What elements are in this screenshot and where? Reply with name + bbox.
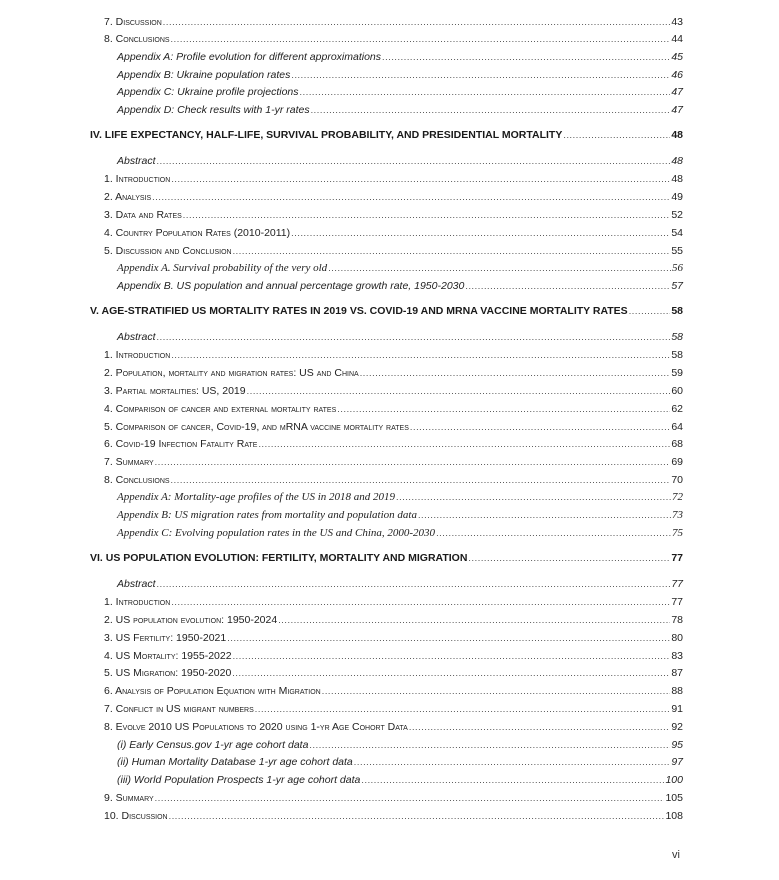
toc-entry-title: 5. Comparison of cancer, Covid-19, and mRNA vaccine mortality rates — [104, 421, 409, 433]
dot-leader — [233, 648, 671, 664]
toc-entry-link[interactable] — [117, 576, 683, 592]
toc-entry-row — [0, 207, 779, 223]
dot-leader — [563, 127, 670, 143]
toc-page-number: 77 — [671, 578, 683, 590]
dot-leader — [155, 790, 665, 806]
toc-entry-link[interactable] — [104, 472, 683, 488]
toc-chapter-row — [0, 303, 779, 319]
toc-entry-link[interactable] — [104, 401, 683, 417]
toc-entry-row — [0, 243, 779, 259]
toc-entry-link[interactable] — [117, 84, 683, 100]
toc-entry-title: 3. Partial mortalities: US, 2019 — [104, 385, 246, 397]
toc-entry-link[interactable] — [104, 383, 683, 399]
dot-leader — [361, 772, 664, 788]
toc-entry-row — [0, 630, 779, 646]
toc-entry-title: Appendix B. US population and annual percentage growth rate, 1950-2030 — [117, 280, 465, 292]
toc-entry-link[interactable] — [104, 719, 683, 735]
toc-entry-link[interactable] — [104, 243, 683, 259]
dot-leader — [322, 683, 671, 699]
toc-entry-title: (i) Early Census.gov 1-yr age cohort data — [117, 739, 309, 751]
toc-entry-link[interactable] — [104, 347, 683, 363]
toc-chapter-row — [0, 550, 779, 566]
toc-entry-link[interactable] — [117, 489, 683, 505]
toc-entry-title: 4. US Mortality: 1955-2022 — [104, 650, 232, 662]
toc-entry-row — [0, 594, 779, 610]
toc-entry-row — [0, 31, 779, 47]
toc-entry-title: Abstract — [117, 155, 156, 167]
toc-entry-title: 1. Introduction — [104, 349, 171, 361]
toc-page-number: 60 — [671, 385, 683, 397]
toc-chapter-row — [0, 127, 779, 143]
toc-entry-title: 8. Conclusions — [104, 474, 170, 486]
toc-entry-title: Appendix B: Ukraine population rates — [117, 69, 291, 81]
toc-entry-link[interactable] — [104, 683, 683, 699]
toc-page-number: 78 — [671, 614, 683, 626]
toc-entry-title: Abstract — [117, 331, 156, 343]
toc-entry-link[interactable] — [104, 207, 683, 223]
toc-entry-link[interactable] — [117, 260, 683, 276]
toc-entry-title: Appendix B: US migration rates from mortality and population data — [117, 509, 417, 521]
toc-entry-title: Appendix C: Evolving population rates in the US and China, 2000-2030 — [117, 527, 436, 539]
toc-entry-title: 2. Analysis — [104, 191, 152, 203]
dot-leader — [169, 808, 665, 824]
toc-entry-row — [0, 67, 779, 83]
dot-leader — [291, 67, 670, 83]
toc-page-number: 88 — [671, 685, 683, 697]
toc-entry-title: (ii) Human Mortality Database 1-yr age cohort data — [117, 756, 353, 768]
toc-entry-row — [0, 683, 779, 699]
toc-entry-link[interactable] — [117, 772, 683, 788]
toc-entry-row — [0, 772, 779, 788]
dot-leader — [354, 754, 671, 770]
toc-entry-title: 6. Covid-19 Infection Fatality Rate — [104, 438, 258, 450]
toc-entry-link[interactable] — [117, 102, 683, 118]
toc-entry-link[interactable] — [104, 365, 683, 381]
dot-leader — [183, 207, 671, 223]
toc-entry-row — [0, 454, 779, 470]
dot-leader — [163, 14, 671, 30]
toc-entry-title: Appendix A: Mortality-age profiles of the US in 2018 and 2019 — [117, 491, 396, 503]
toc-entry-row — [0, 436, 779, 452]
toc-page-number: 48 — [671, 173, 683, 185]
toc-page-number: 92 — [671, 721, 683, 733]
toc-entry-title: 2. US population evolution: 1950-2024 — [104, 614, 278, 626]
toc-entry-title: 7. Summary — [104, 456, 154, 468]
toc-page-number: 75 — [672, 527, 683, 539]
toc-entry-title: 5. Discussion and Conclusion — [104, 245, 232, 257]
dot-leader — [468, 550, 670, 566]
toc-entry-row — [0, 347, 779, 363]
dot-leader — [382, 49, 670, 65]
toc-entry-link[interactable] — [104, 630, 683, 646]
toc-page-number: 69 — [671, 456, 683, 468]
toc-page-number: 46 — [671, 69, 683, 81]
dot-leader — [171, 171, 670, 187]
toc-entry-row — [0, 648, 779, 664]
dot-leader — [291, 225, 670, 241]
toc-page-number: 70 — [671, 474, 683, 486]
dot-leader — [311, 102, 671, 118]
toc-entry-row — [0, 472, 779, 488]
toc-entry-title: Appendix A. Survival probability of the very old — [117, 262, 328, 274]
toc-entry-link[interactable] — [104, 14, 683, 30]
toc-entry-title: 4. Comparison of cancer and external mortality rates — [104, 403, 337, 415]
toc-page-number: 77 — [671, 596, 683, 608]
toc-page-number: 95 — [671, 739, 683, 751]
toc-page-number: 59 — [671, 367, 683, 379]
toc-entry-row — [0, 754, 779, 770]
toc-page-number: 100 — [665, 774, 683, 786]
dot-leader — [436, 525, 671, 541]
dot-leader — [171, 347, 670, 363]
toc-page-number: 57 — [671, 280, 683, 292]
toc-entry-title: 8. Evolve 2010 US Populations to 2020 using 1-yr Age Cohort Data — [104, 721, 408, 733]
dot-leader — [629, 303, 671, 319]
toc-entry-title: 3. Data and Rates — [104, 209, 182, 221]
toc-entry-row — [0, 171, 779, 187]
toc-entry-title: 10. Discussion — [104, 810, 168, 822]
dot-leader — [418, 507, 671, 523]
toc-entry-row — [0, 102, 779, 118]
toc-entry-row — [0, 401, 779, 417]
dot-leader — [157, 153, 671, 169]
toc-entry-row — [0, 489, 779, 505]
dot-leader — [300, 84, 671, 100]
toc-entry-link[interactable] — [117, 329, 683, 345]
toc-entry-title: 1. Introduction — [104, 596, 171, 608]
toc-page-number: 58 — [671, 349, 683, 361]
toc-entry-row — [0, 278, 779, 294]
dot-leader — [258, 436, 670, 452]
dot-leader — [278, 612, 670, 628]
dot-leader — [410, 419, 670, 435]
toc-entry-link[interactable] — [117, 278, 683, 294]
toc-entry-row — [0, 790, 779, 806]
toc-page-number: 45 — [671, 51, 683, 63]
toc-page-number: 54 — [671, 227, 683, 239]
toc-page-number: 62 — [671, 403, 683, 415]
dot-leader — [152, 189, 670, 205]
toc-entry-row — [0, 525, 779, 541]
toc-entry-row — [0, 576, 779, 592]
toc-entry-title: 2. Population, mortality and migration rates: US and China — [104, 367, 359, 379]
toc-page-number: 97 — [671, 756, 683, 768]
dot-leader — [171, 472, 671, 488]
toc-page-number: 91 — [671, 703, 683, 715]
toc-entry-row — [0, 189, 779, 205]
toc-page-number: 83 — [671, 650, 683, 662]
toc-entry-row — [0, 49, 779, 65]
dot-leader — [171, 31, 671, 47]
toc-page-number: 64 — [671, 421, 683, 433]
toc-entry-link[interactable] — [104, 436, 683, 452]
toc-entry-row — [0, 419, 779, 435]
toc-entry-row — [0, 383, 779, 399]
toc-page-number: 77 — [671, 552, 683, 564]
toc-entry-title: 6. Analysis of Population Equation with Migration — [104, 685, 321, 697]
toc-entry-link[interactable] — [104, 665, 683, 681]
toc-entry-link[interactable] — [117, 754, 683, 770]
toc-page-number: 105 — [665, 792, 683, 804]
toc-entry-title: 5. US Migration: 1950-2020 — [104, 667, 232, 679]
toc-entry-row — [0, 14, 779, 30]
toc-page-number: 56 — [672, 262, 683, 274]
dot-leader — [171, 594, 670, 610]
toc-entry-title: 3. US Fertility: 1950-2021 — [104, 632, 227, 644]
dot-leader — [157, 329, 671, 345]
toc-entry-link[interactable] — [104, 594, 683, 610]
toc-entry-title: 9. Summary — [104, 792, 154, 804]
toc-entry-link[interactable] — [117, 737, 683, 753]
dot-leader — [309, 737, 670, 753]
dot-leader — [465, 278, 670, 294]
page-number: vi — [672, 849, 680, 861]
toc-page-number: 44 — [671, 33, 683, 45]
toc-entry-link[interactable] — [117, 153, 683, 169]
dot-leader — [233, 243, 671, 259]
toc-entry-title: Appendix C: Ukraine profile projections — [117, 86, 299, 98]
toc-entry-title: 4. Country Population Rates (2010-2011) — [104, 227, 291, 239]
dot-leader — [328, 260, 671, 276]
toc-entry-row — [0, 153, 779, 169]
toc-entry-row — [0, 365, 779, 381]
toc-page-number: 68 — [671, 438, 683, 450]
toc-entry-title: Appendix A: Profile evolution for different approximations — [117, 51, 382, 63]
toc-page-number: 55 — [671, 245, 683, 257]
toc-entry-row — [0, 260, 779, 276]
toc-page-number: 49 — [671, 191, 683, 203]
toc-page-number: 108 — [665, 810, 683, 822]
toc-entry-link[interactable] — [104, 612, 683, 628]
dot-leader — [232, 665, 670, 681]
toc-entry-link[interactable] — [90, 127, 683, 143]
toc-entry-row — [0, 612, 779, 628]
toc-page-number: 48 — [671, 155, 683, 167]
toc-entry-title: 8. Conclusions — [104, 33, 170, 45]
toc-page-number: 73 — [672, 509, 683, 521]
dot-leader — [157, 576, 671, 592]
toc-page-number: 87 — [671, 667, 683, 679]
toc-entry-link[interactable] — [104, 808, 683, 824]
toc-entry-title: 7. Discussion — [104, 16, 162, 28]
toc-entry-row — [0, 225, 779, 241]
toc-entry-row — [0, 329, 779, 345]
toc-entry-link[interactable] — [117, 67, 683, 83]
dot-leader — [396, 489, 671, 505]
toc-entry-link[interactable] — [117, 507, 683, 523]
dot-leader — [227, 630, 670, 646]
toc-page-number: 80 — [671, 632, 683, 644]
toc-page-number: 58 — [671, 305, 683, 317]
dot-leader — [360, 365, 671, 381]
toc-page-number: 43 — [671, 16, 683, 28]
toc-entry-link[interactable] — [104, 454, 683, 470]
toc-entry-title: 7. Conflict in US migrant numbers — [104, 703, 254, 715]
toc-entry-row — [0, 665, 779, 681]
toc-entry-title: Abstract — [117, 578, 156, 590]
toc-entry-link[interactable] — [117, 49, 683, 65]
toc-page-number: 52 — [671, 209, 683, 221]
toc-entry-title: V. AGE-STRATIFIED US MORTALITY RATES IN 2019 VS. COVID-19 AND MRNA VACCINE MORTALITY RATES — [90, 305, 628, 317]
toc-page-number: 72 — [672, 491, 683, 503]
toc-entry-row — [0, 84, 779, 100]
toc-entry-link[interactable] — [104, 701, 683, 717]
dot-leader — [337, 401, 670, 417]
toc-entry-title: IV. LIFE EXPECTANCY, HALF-LIFE, SURVIVAL PROBABILITY, AND PRESIDENTIAL MORTALITY — [90, 129, 563, 141]
toc-entry-link[interactable] — [104, 171, 683, 187]
toc-entry-title: 1. Introduction — [104, 173, 171, 185]
toc-entry-row — [0, 507, 779, 523]
toc-entry-link[interactable] — [117, 525, 683, 541]
dot-leader — [247, 383, 671, 399]
toc-entry-link[interactable] — [104, 31, 683, 47]
dot-leader — [155, 454, 671, 470]
toc-entry-link[interactable] — [104, 419, 683, 435]
toc-page-number: 58 — [671, 331, 683, 343]
toc-page-number: 48 — [671, 129, 683, 141]
toc-entry-title: VI. US POPULATION EVOLUTION: FERTILITY, MORTALITY AND MIGRATION — [90, 552, 468, 564]
toc-entry-row — [0, 719, 779, 735]
dot-leader — [409, 719, 670, 735]
toc-entry-row — [0, 808, 779, 824]
toc-entry-row — [0, 737, 779, 753]
toc-entry-title: (iii) World Population Prospects 1-yr age cohort data — [117, 774, 361, 786]
dot-leader — [255, 701, 671, 717]
toc-entry-link[interactable] — [90, 303, 683, 319]
toc-entry-row — [0, 701, 779, 717]
toc-entry-link[interactable] — [104, 225, 683, 241]
toc-page-number: 47 — [671, 104, 683, 116]
toc-entry-link[interactable] — [104, 648, 683, 664]
toc-entry-link[interactable] — [104, 790, 683, 806]
toc-entry-link[interactable] — [90, 550, 683, 566]
toc-page-number: 47 — [671, 86, 683, 98]
toc-entry-link[interactable] — [104, 189, 683, 205]
toc-entry-title: Appendix D: Check results with 1-yr rates — [117, 104, 310, 116]
